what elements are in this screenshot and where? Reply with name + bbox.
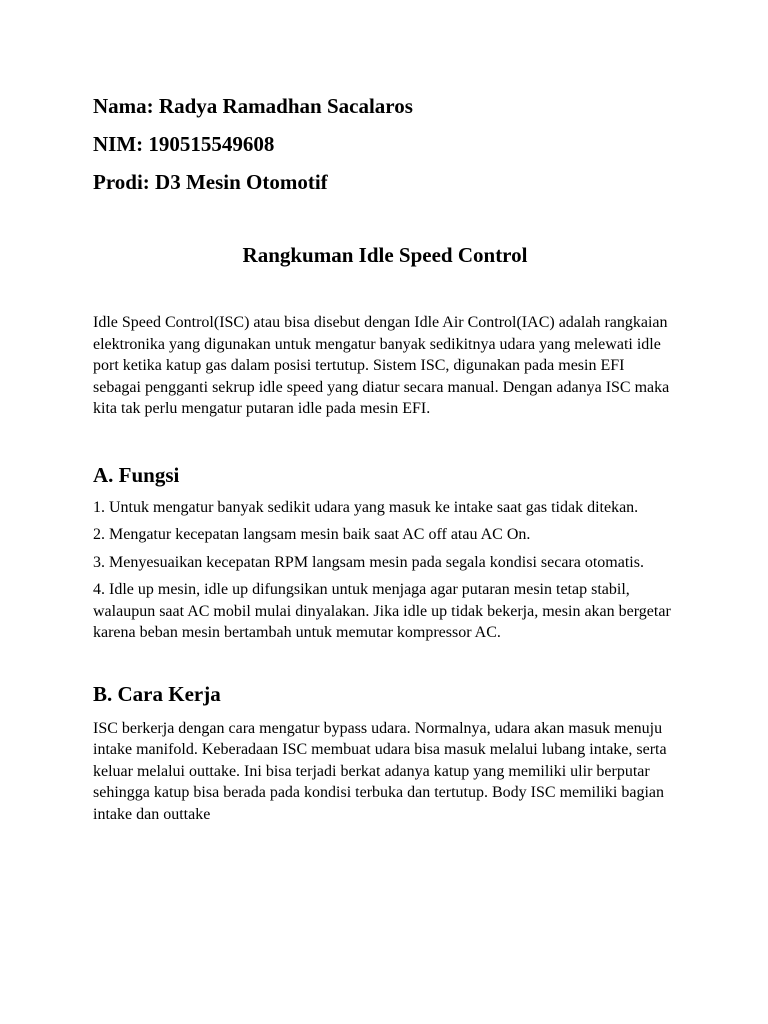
student-info xyxy=(93,87,672,201)
section-b-heading: B. Cara Kerja xyxy=(93,681,221,706)
list-item: 3. Menyesuaikan kecepatan RPM langsam mesin pada segala kondisi secara otomatis. xyxy=(93,553,644,571)
cara-kerja-paragraph: ISC berkerja dengan cara mengatur bypass udara. Normalnya, udara akan masuk menuju intake manifold. Keberadaan ISC membuat udara bisa masuk melalui lubang intake, serta keluar melalui outtake. Ini bisa terjadi berkat adanya katup yang memiliki ulir berputar sehingga katup bisa berada pada kondisi terbuka dan tertutup. Body ISC memiliki bagian intake dan outtake xyxy=(93,719,667,823)
student-name: Nama: Radya Ramadhan Sacalaros xyxy=(93,94,413,118)
document-title: Rangkuman Idle Speed Control xyxy=(242,243,528,267)
fungsi-list xyxy=(93,497,672,644)
list-item: 4. Idle up mesin, idle up difungsikan untuk menjaga agar putaran mesin tetap stabil, walaupun saat AC mobil mulai dinyalakan. Jika idle up tidak bekerja, mesin akan bergetar karena beban mesin bertambah untuk memutar kompressor AC. xyxy=(93,581,671,641)
section-a-heading: A. Fungsi xyxy=(93,462,180,487)
intro-paragraph: Idle Speed Control(ISC) atau bisa disebut dengan Idle Air Control(IAC) adalah rangkaian elektronika yang digunakan untuk mengatur banyak sedikitnya udara yang melewati idle port ketika katup gas dalam posisi tertutup. Sistem ISC, digunakan pada mesin EFI sebagai pengganti sekrup idle speed yang diatur secara manual. Dengan adanya ISC maka kita tak perlu mengatur putaran idle pada mesin EFI. xyxy=(93,314,670,417)
list-item: 1. Untuk mengatur banyak sedikit udara yang masuk ke intake saat gas tidak ditekan. xyxy=(93,498,639,516)
student-nim: NIM: 190515549608 xyxy=(93,132,275,156)
list-item: 2. Mengatur kecepatan langsam mesin baik saat AC off atau AC On. xyxy=(93,526,531,543)
student-prodi: Prodi: D3 Mesin Otomotif xyxy=(93,170,328,194)
